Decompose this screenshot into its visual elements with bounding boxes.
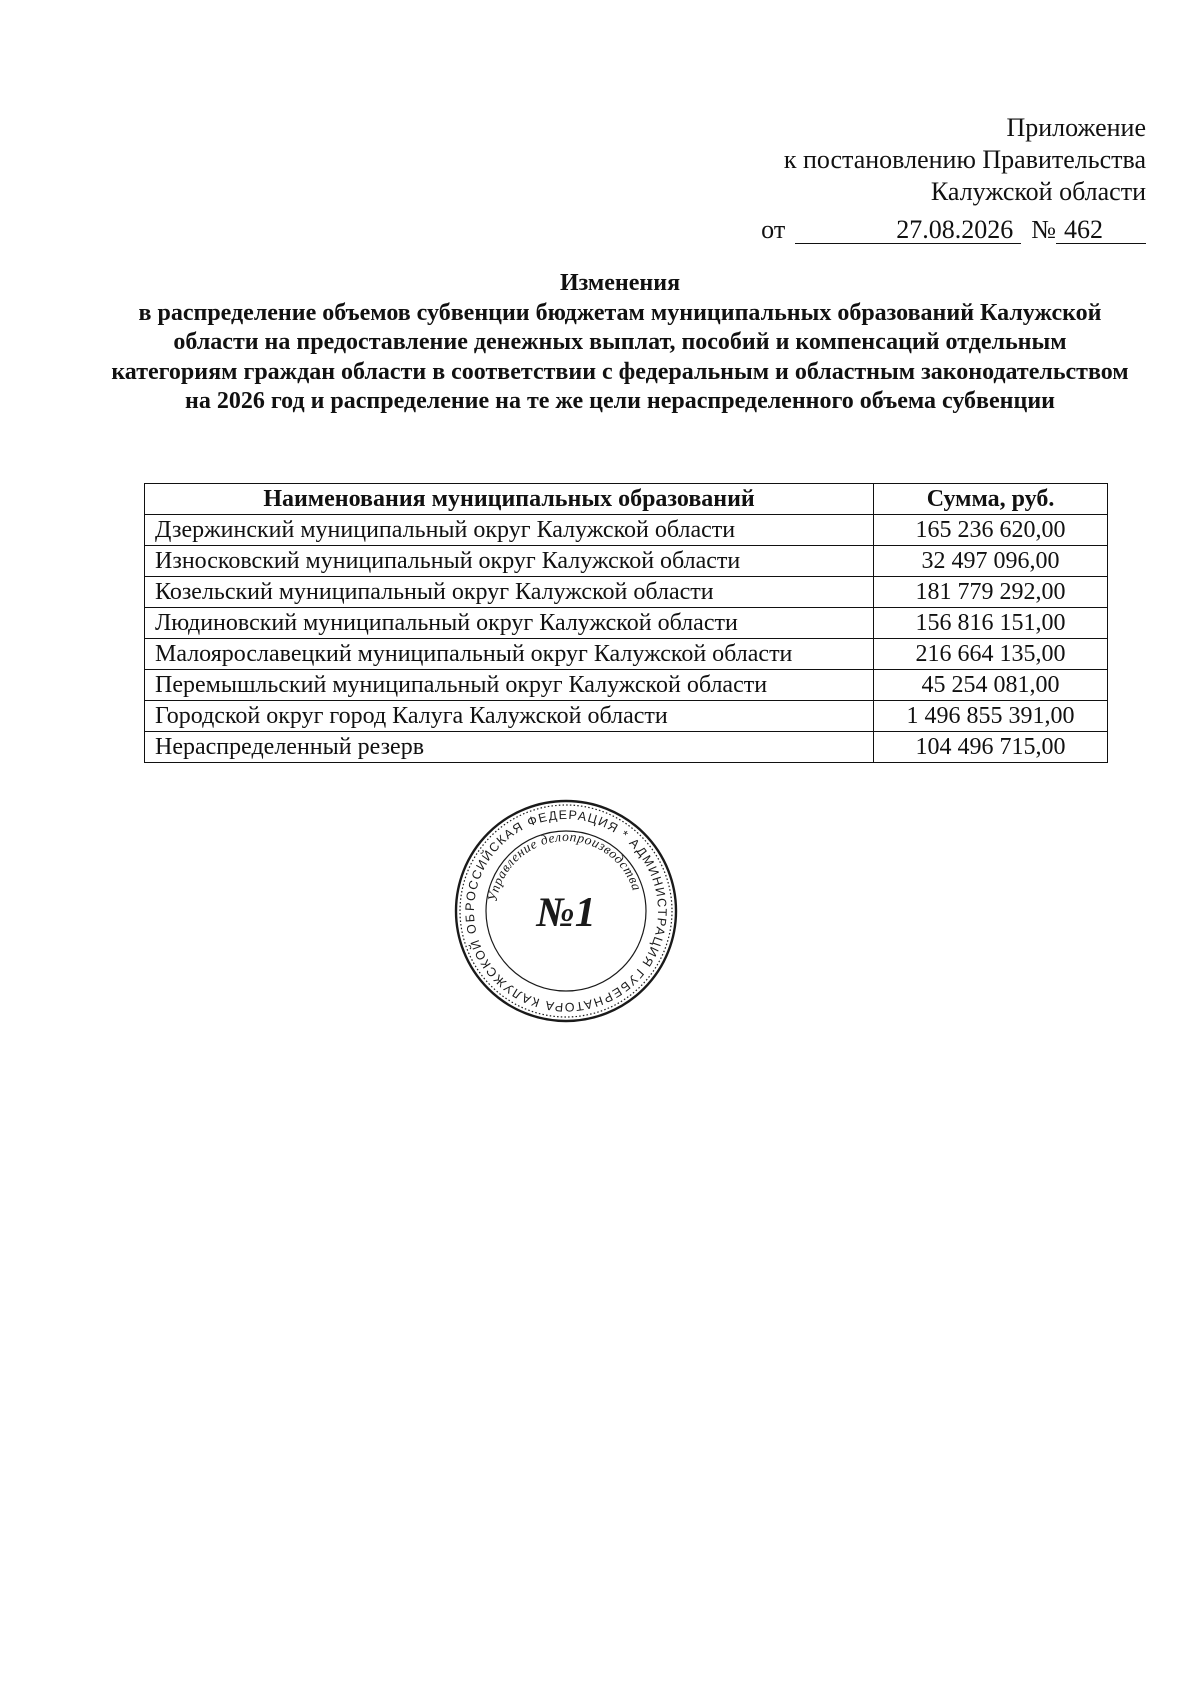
column-header-sum: Сумма, руб. bbox=[874, 484, 1108, 515]
municipality-sum: 181 779 292,00 bbox=[874, 577, 1108, 608]
column-header-name: Наименования муниципальных образований bbox=[145, 484, 874, 515]
municipality-sum: 45 254 081,00 bbox=[874, 670, 1108, 701]
municipality-sum: 1 496 855 391,00 bbox=[874, 701, 1108, 732]
municipality-name: Людиновский муниципальный округ Калужской области bbox=[145, 608, 874, 639]
official-seal bbox=[453, 798, 679, 1024]
decree-date: 27.08.2026 bbox=[795, 217, 1021, 244]
table-header-row bbox=[145, 484, 1108, 515]
document-heading bbox=[110, 269, 1130, 417]
from-label: от bbox=[761, 215, 786, 244]
appendix-title: Приложение bbox=[1006, 113, 1146, 142]
municipality-name: Козельский муниципальный округ Калужской области bbox=[145, 577, 874, 608]
table-row bbox=[145, 732, 1108, 763]
municipality-sum: 216 664 135,00 bbox=[874, 639, 1108, 670]
table-row bbox=[145, 546, 1108, 577]
table-row bbox=[145, 608, 1108, 639]
municipality-name: Дзержинский муниципальный округ Калужской области bbox=[145, 515, 874, 546]
heading-title: Изменения bbox=[559, 270, 681, 296]
seal-outer-inscription: РОССИЙСКАЯ ФЕДЕРАЦИЯ * АДМИНИСТРАЦИЯ ГУБЕРНАТОРА КАЛУЖСКОЙ ОБ bbox=[462, 807, 670, 1015]
reserve-sum: 104 496 715,00 bbox=[874, 732, 1108, 763]
municipality-name: Перемышльский муниципальный округ Калужской области bbox=[145, 670, 874, 701]
appendix-reference: к постановлению Правительства bbox=[783, 145, 1146, 174]
seal-graphic bbox=[453, 798, 679, 1024]
appendix-date-line bbox=[761, 214, 1146, 246]
municipality-sum: 32 497 096,00 bbox=[874, 546, 1108, 577]
table-row bbox=[145, 515, 1108, 546]
table-row bbox=[145, 670, 1108, 701]
municipality-name: Городской округ город Калуга Калужской области bbox=[145, 701, 874, 732]
municipality-name: Малоярославецкий муниципальный округ Калужской области bbox=[145, 639, 874, 670]
table-row bbox=[145, 701, 1108, 732]
seal-center-number: №1 bbox=[536, 890, 596, 936]
decree-number: 462 bbox=[1056, 217, 1146, 244]
municipality-sum: 165 236 620,00 bbox=[874, 515, 1108, 546]
municipality-sum: 156 816 151,00 bbox=[874, 608, 1108, 639]
appendix-region: Калужской области bbox=[930, 177, 1146, 206]
table-row bbox=[145, 639, 1108, 670]
municipality-name: Износковский муниципальный округ Калужской области bbox=[145, 546, 874, 577]
table-row bbox=[145, 577, 1108, 608]
seal-inner-inscription: Управление делопроизводства bbox=[484, 828, 645, 903]
number-label: № bbox=[1031, 215, 1056, 244]
heading-subtitle: в распределение объемов субвенции бюджетам муниципальных образований Калужской области на предоставление денежных выплат, пособий и компенсаций отдельным категориям граждан области в соответствии с федеральным и областным законодательством на 2026 год и распределение на те же цели нераспределенного объема субвенции bbox=[111, 299, 1129, 414]
distribution-table bbox=[144, 483, 1108, 763]
reserve-name: Нераспределенный резерв bbox=[145, 732, 874, 763]
appendix-block bbox=[761, 112, 1146, 246]
